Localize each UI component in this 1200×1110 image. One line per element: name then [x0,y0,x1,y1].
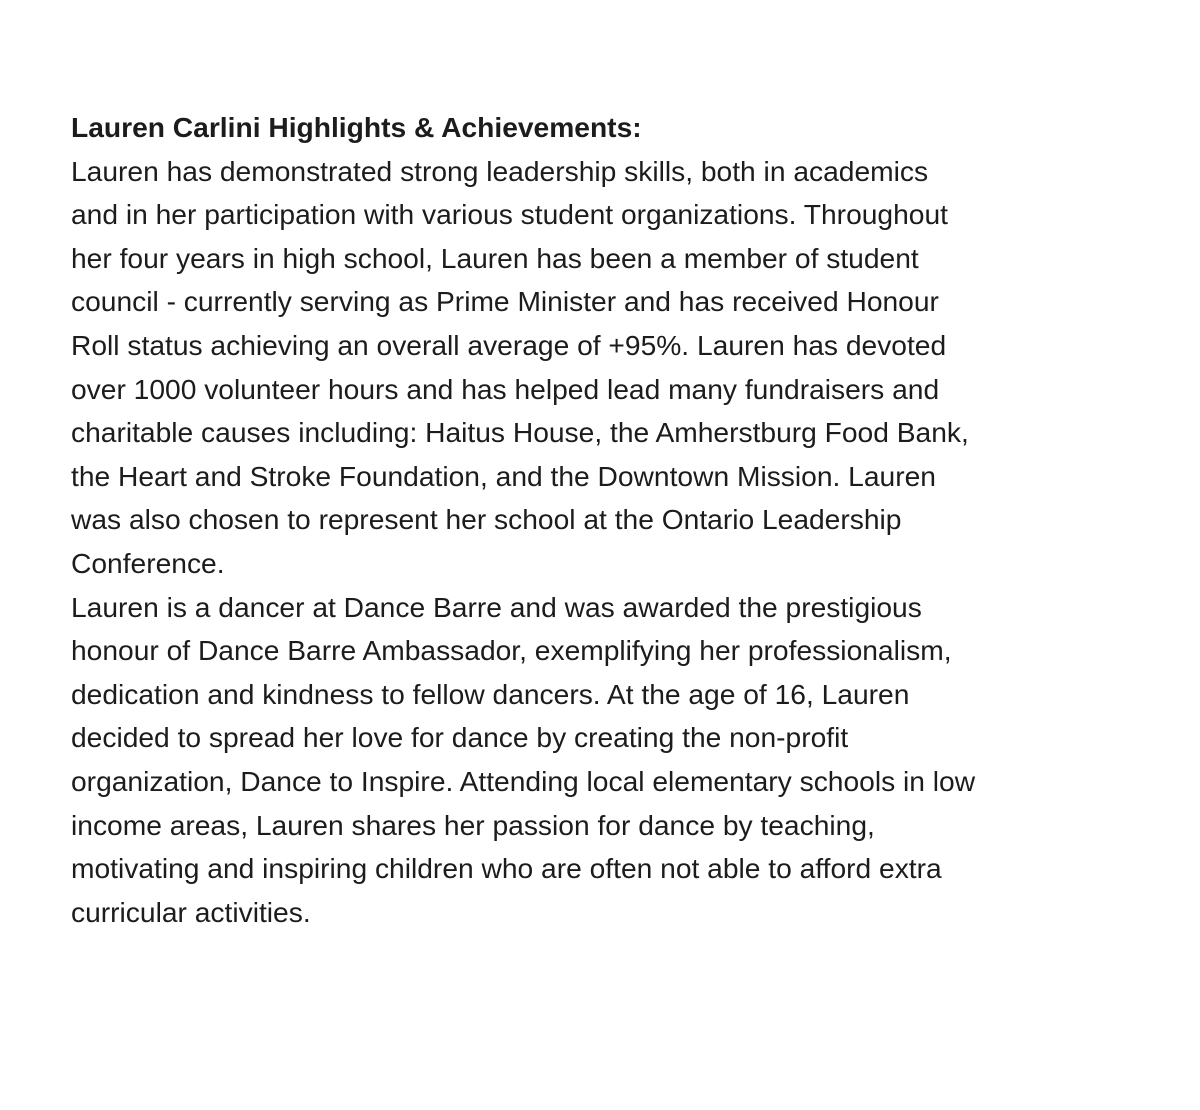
text-line: was also chosen to represent her school at the Ontario Leadership [71,503,902,536]
text-line: income areas, Lauren shares her passion for dance by teaching, [71,808,875,841]
text-line: over 1000 volunteer hours and has helped lead many fundraisers and [71,372,940,405]
document-heading: Lauren Carlini Highlights & Achievements: [71,111,642,143]
text-line: the Heart and Stroke Foundation, and the Downtown Mission. Lauren [71,459,936,492]
text-line: council - currently serving as Prime Minister and has received Honour [71,285,939,318]
text-line: curricular activities. [71,895,311,928]
text-line: motivating and inspiring children who are often not able to afford extra [71,852,942,885]
text-line: Conference. [71,546,225,579]
text-line: charitable causes including: Haitus House, the Amherstburg Food Bank, [71,416,969,449]
text-line: organization, Dance to Inspire. Attending local elementary schools in low [71,764,976,797]
text-line: her four years in high school, Lauren has been a member of student [71,241,919,274]
text-line: Lauren is a dancer at Dance Barre and was awarded the prestigious [71,590,922,623]
text-line: and in her participation with various student organizations. Throughout [71,198,948,231]
paragraph-leadership [71,150,1161,586]
text-line: dedication and kindness to fellow dancers. At the age of 16, Lauren [71,677,910,710]
text-line: decided to spread her love for dance by creating the non-profit [71,721,849,754]
text-line: Roll status achieving an overall average of +95%. Lauren has devoted [71,328,947,361]
text-line: honour of Dance Barre Ambassador, exemplifying her professionalism, [71,634,952,667]
document-body [71,106,1161,934]
paragraph-dance [71,586,1161,935]
text-line: Lauren has demonstrated strong leadership skills, both in academics [71,154,929,187]
